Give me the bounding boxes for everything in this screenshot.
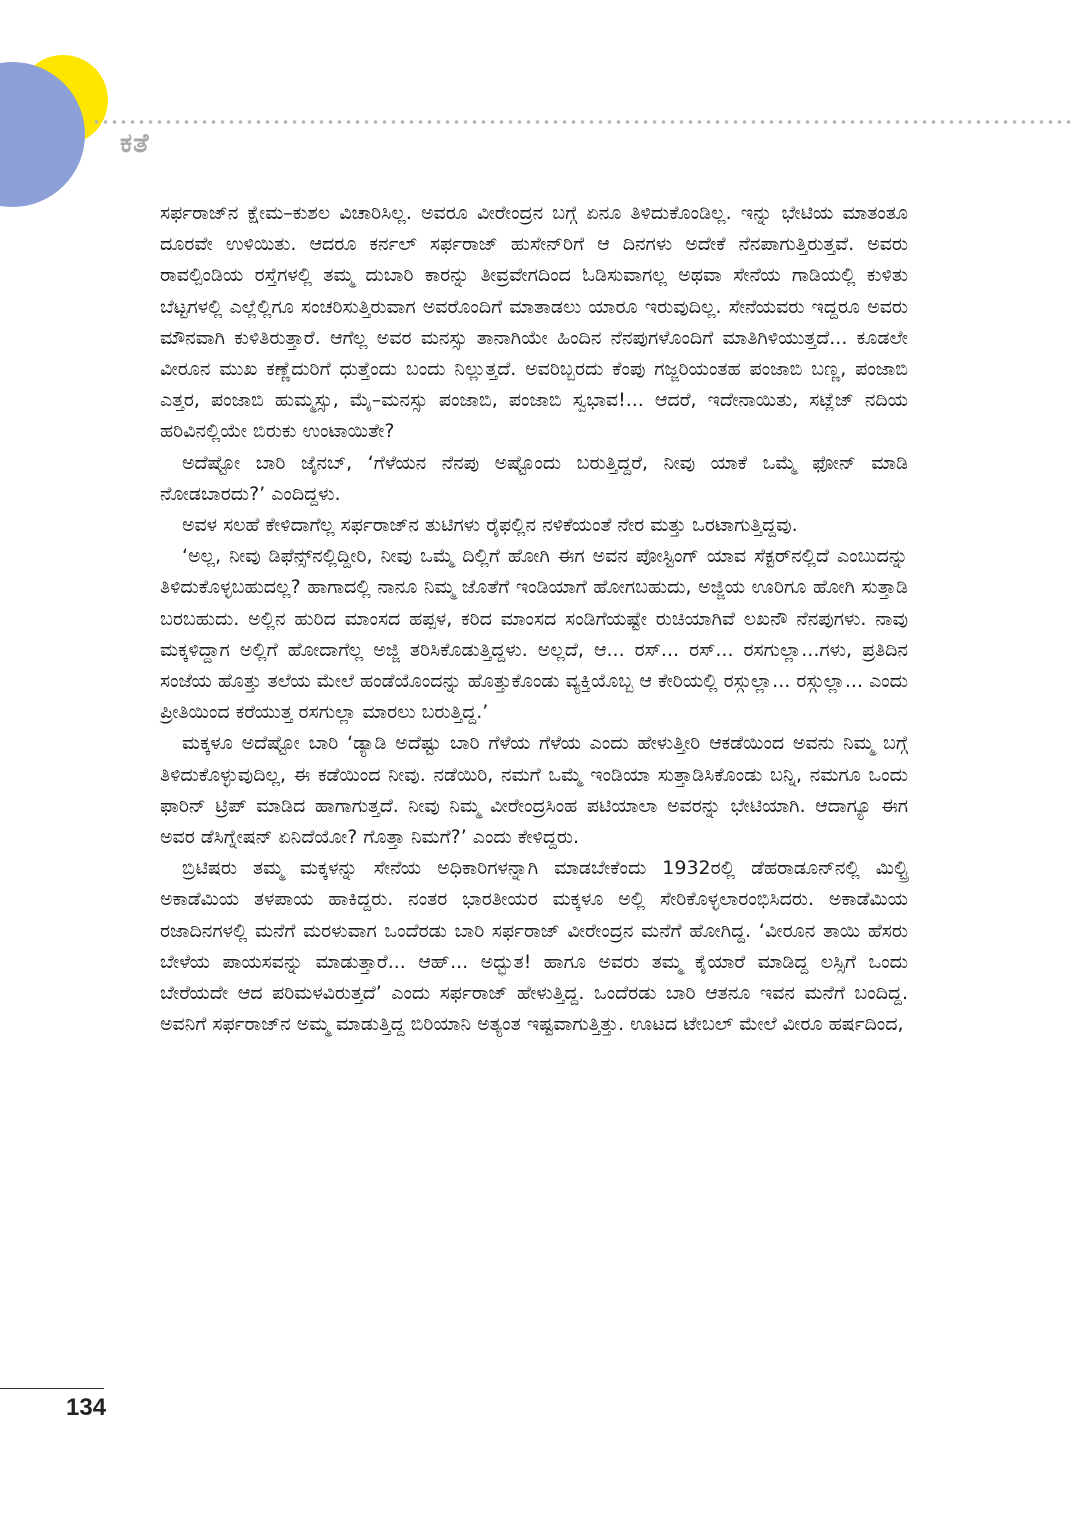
page-number: 134 — [66, 1394, 107, 1421]
story-body — [160, 198, 908, 1040]
section-label: ಕತೆ — [120, 128, 150, 159]
paragraph-5: ಮಕ್ಕಳೂ ಅದೆಷ್ಟೋ ಬಾರಿ ‘ಡ್ಯಾಡಿ ಅದೆಷ್ಟು ಬಾರಿ ಗೆಳೆಯ ಗೆಳೆಯ ಎಂದು ಹೇಳುತ್ತೀರಿ ಆಕಡೆಯಿಂದ ಅವನು ನಿಮ್ಮ ಬಗ್ಗೆ ತಿಳಿದುಕೊಳ್ಳುವುದಿಲ್ಲ, ಈ ಕಡೆಯಿಂದ ನೀವು. ನಡೆಯಿರಿ, ನಮಗೆ ಒಮ್ಮೆ ಇಂಡಿಯಾ ಸುತ್ತಾಡಿಸಿಕೊಂಡು ಬನ್ನಿ, ನಮಗೂ ಒಂದು ಫಾರಿನ್ ಟ್ರಿಪ್ ಮಾಡಿದ ಹಾಗಾಗುತ್ತದೆ. ನೀವು ನಿಮ್ಮ ವೀರೇಂದ್ರಸಿಂಹ ಪಟಿಯಾಲಾ ಅವರನ್ನು ಭೇಟಿಯಾಗಿ. ಆದಾಗ್ಯೂ ಈಗ ಅವರ ಡೆಸಿಗ್ನೇಷನ್ ಏನಿದೆಯೋ? ಗೊತ್ತಾ ನಿಮಗೆ?’ ಎಂದು ಕೇಳಿದ್ದರು. — [160, 732, 908, 849]
dotted-rule — [92, 119, 1072, 125]
paragraph-3: ಅವಳ ಸಲಹೆ ಕೇಳಿದಾಗೆಲ್ಲ ಸರ್ಫರಾಜ್‌ನ ತುಟಿಗಳು ರೈಫಲ್ಲಿನ ನಳಿಕೆಯಂತೆ ನೇರ ಮತ್ತು ಒರಟಾಗುತ್ತಿದ್ದವು. — [182, 514, 798, 537]
paragraph-1: ಸರ್ಫರಾಜ್‌ನ ಕ್ಷೇಮ–ಕುಶಲ ವಿಚಾರಿಸಿಲ್ಲ. ಅವರೂ ವೀರೇಂದ್ರನ ಬಗ್ಗೆ ಏನೂ ತಿಳಿದುಕೊಂಡಿಲ್ಲ. ಇನ್ನು ಭೇಟಿಯ ಮಾತಂತೂ ದೂರವೇ ಉಳಿಯಿತು. ಆದರೂ ಕರ್ನಲ್ ಸರ್ಫರಾಜ್ ಹುಸೇನ್‌ರಿಗೆ ಆ ದಿನಗಳು ಅದೇಕೆ ನೆನಪಾಗುತ್ತಿರುತ್ತವೆ. ಅವರು ರಾವಲ್ಪಿಂಡಿಯ ರಸ್ತೆಗಳಲ್ಲಿ ತಮ್ಮ ದುಬಾರಿ ಕಾರನ್ನು ತೀವ್ರವೇಗದಿಂದ ಓಡಿಸುವಾಗಲ್ಲ ಅಥವಾ ಸೇನೆಯ ಗಾಡಿಯಲ್ಲಿ ಕುಳಿತು ಬೆಟ್ಟಗಳಲ್ಲಿ ಎಲ್ಲೆಲ್ಲಿಗೂ ಸಂಚರಿಸುತ್ತಿರುವಾಗ ಅವರೊಂದಿಗೆ ಮಾತಾಡಲು ಯಾರೂ ಇರುವುದಿಲ್ಲ. ಸೇನೆಯವರು ಇದ್ದರೂ ಅವರು ಮೌನವಾಗಿ ಕುಳಿತಿರುತ್ತಾರೆ. ಆಗೆಲ್ಲ ಅವರ ಮನಸ್ಸು ತಾನಾಗಿಯೇ ಹಿಂದಿನ ನೆನಪುಗಳೊಂದಿಗೆ ಮಾತಿಗಿಳಿಯುತ್ತದೆ... ಕೂಡಲೇ ವೀರೂನ ಮುಖ ಕಣ್ಣೆದುರಿಗೆ ಧುತ್ತೆಂದು ಬಂದು ನಿಲ್ಲುತ್ತದೆ. ಅವರಿಬ್ಬರದು ಕೆಂಪು ಗಜ್ಜರಿಯಂತಹ ಪಂಜಾಬಿ ಬಣ್ಣ, ಪಂಜಾಬಿ ಎತ್ತರ, ಪಂಜಾಬಿ ಹುಮ್ಮಸ್ಸು, ಮೈ–ಮನಸ್ಸು ಪಂಜಾಬಿ, ಪಂಜಾಬಿ ಸ್ವಭಾವ!... ಆದರೆ, ಇದೇನಾಯಿತು, ಸಟ್ಲೆಜ್ ನದಿಯ ಹರಿವಿನಲ್ಲಿಯೇ ಬಿರುಕು ಉಂಟಾಯಿತೇ? — [160, 202, 908, 443]
footer-rule — [0, 1388, 104, 1389]
paragraph-6: ಬ್ರಿಟಿಷರು ತಮ್ಮ ಮಕ್ಕಳನ್ನು ಸೇನೆಯ ಅಧಿಕಾರಿಗಳನ್ನಾಗಿ ಮಾಡಬೇಕೆಂದು 1932ರಲ್ಲಿ ಡೆಹರಾಡೂನ್‌ನಲ್ಲಿ ಮಿಲ್ಟ್ರಿ ಅಕಾಡೆಮಿಯ ತಳಪಾಯ ಹಾಕಿದ್ದರು. ನಂತರ ಭಾರತೀಯರ ಮಕ್ಕಳೂ ಅಲ್ಲಿ ಸೇರಿಕೊಳ್ಳಲಾರಂಭಿಸಿದರು. ಅಕಾಡೆಮಿಯ ರಜಾದಿನಗಳಲ್ಲಿ ಮನೆಗೆ ಮರಳುವಾಗ ಒಂದೆರಡು ಬಾರಿ ಸರ್ಫರಾಜ್ ವೀರೇಂದ್ರನ ಮನೆಗೆ ಹೋಗಿದ್ದ. ‘ವೀರೂನ ತಾಯಿ ಹೆಸರು ಬೇಳೆಯ ಪಾಯಸವನ್ನು ಮಾಡುತ್ತಾರೆ... ಆಹ್... ಅದ್ಭುತ! ಹಾಗೂ ಅವರು ತಮ್ಮ ಕೈಯಾರೆ ಮಾಡಿದ್ದ ಲಸ್ಸಿಗೆ ಒಂದು ಬೇರೆಯದೇ ಆದ ಪರಿಮಳವಿರುತ್ತದೆ’ ಎಂದು ಸರ್ಫರಾಜ್ ಹೇಳುತ್ತಿದ್ದ. ಒಂದೆರಡು ಬಾರಿ ಆತನೂ ಇವನ ಮನೆಗೆ ಬಂದಿದ್ದ. ಅವನಿಗೆ ಸರ್ಫರಾಜ್‌ನ ಅಮ್ಮ ಮಾಡುತ್ತಿದ್ದ ಬಿರಿಯಾನಿ ಅತ್ಯಂತ ಇಷ್ಟವಾಗುತ್ತಿತ್ತು. ಊಟದ ಟೇಬಲ್ ಮೇಲೆ ವೀರೂ ಹರ್ಷದಿಂದ, — [160, 857, 908, 1036]
paragraph-2: ಅದೆಷ್ಟೋ ಬಾರಿ ಜೈನಬ್, ‘ಗೆಳೆಯನ ನೆನಪು ಅಷ್ಟೊಂದು ಬರುತ್ತಿದ್ದರೆ, ನೀವು ಯಾಕೆ ಒಮ್ಮೆ ಫೋನ್ ಮಾಡಿ ನೋಡಬಾರದು?’ ಎಂದಿದ್ದಳು. — [160, 451, 908, 505]
paragraph-4: ‘ಅಲ್ಲ, ನೀವು ಡಿಫೆನ್ಸ್‌ನಲ್ಲಿದ್ದೀರಿ, ನೀವು ಒಮ್ಮೆ ದಿಲ್ಲಿಗೆ ಹೋಗಿ ಈಗ ಅವನ ಪೋಸ್ಟಿಂಗ್ ಯಾವ ಸೆಕ್ಟರ್‌ನಲ್ಲಿದೆ ಎಂಬುದನ್ನು ತಿಳಿದುಕೊಳ್ಳಬಹುದಲ್ಲ? ಹಾಗಾದಲ್ಲಿ ನಾನೂ ನಿಮ್ಮ ಜೊತೆಗೆ ಇಂಡಿಯಾಗೆ ಹೋಗಬಹುದು, ಅಜ್ಜಿಯ ಊರಿಗೂ ಹೋಗಿ ಸುತ್ತಾಡಿ ಬರಬಹುದು. ಅಲ್ಲಿನ ಹುರಿದ ಮಾಂಸದ ಹಪ್ಪಳ, ಕರಿದ ಮಾಂಸದ ಸಂಡಿಗೆಯಷ್ಟೇ ರುಚಿಯಾಗಿವೆ ಲಖನೌ ನೆನಪುಗಳು. ನಾವು ಮಕ್ಕಳಿದ್ದಾಗ ಅಲ್ಲಿಗೆ ಹೋದಾಗೆಲ್ಲ ಅಜ್ಜಿ ತರಿಸಿಕೊಡುತ್ತಿದ್ದಳು. ಅಲ್ಲದೆ, ಆ... ರಸ್... ರಸ್... ರಸಗುಲ್ಲಾ...ಗಳು, ಪ್ರತಿದಿನ ಸಂಜೆಯ ಹೊತ್ತು ತಲೆಯ ಮೇಲೆ ಹಂಡೆಯೊಂದನ್ನು ಹೊತ್ತುಕೊಂಡು ವ್ಯಕ್ತಿಯೊಬ್ಬ ಆ ಕೇರಿಯಲ್ಲಿ ರಸ್ಗುಲ್ಲಾ... ರಸ್ಗುಲ್ಲಾ... ಎಂದು ಪ್ರೀತಿಯಿಂದ ಕರೆಯುತ್ತ ರಸಗುಲ್ಲಾ ಮಾರಲು ಬರುತ್ತಿದ್ದ.’ — [160, 545, 908, 724]
